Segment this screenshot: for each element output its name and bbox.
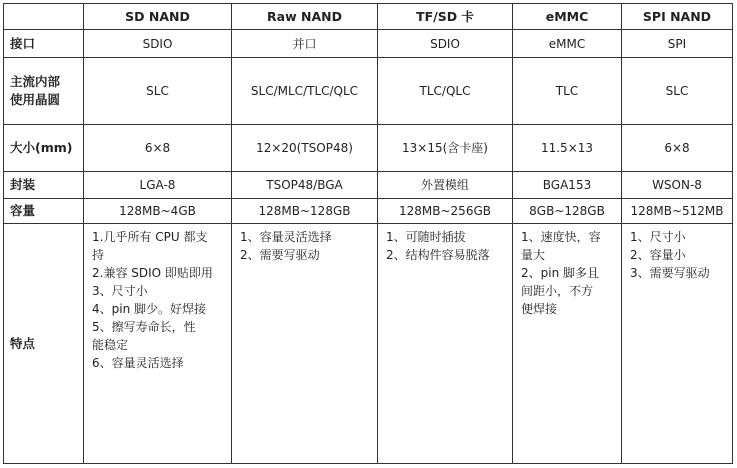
table-cell: SPI <box>622 30 733 58</box>
feature-line: 1、速度快，容 <box>521 230 601 244</box>
feature-line: 6、容量灵活选择 <box>92 356 184 370</box>
feature-line: 2、容量小 <box>630 248 686 262</box>
table-cell: 12×20(TSOP48) <box>232 125 378 172</box>
table-cell: 128MB~256GB <box>378 199 513 224</box>
table-cell: 8GB~128GB <box>513 199 622 224</box>
feature-line: 3、需要写驱动 <box>630 266 710 280</box>
feature-line: 持 <box>92 248 105 262</box>
feature-line: 3、尺寸小 <box>92 284 148 298</box>
row-label-size: 大小(mm) <box>4 125 84 172</box>
features-emmc <box>513 224 622 464</box>
table-cell: 128MB~4GB <box>84 199 232 224</box>
table-cell: 128MB~128GB <box>232 199 378 224</box>
table-cell: SLC <box>622 58 733 125</box>
row-label-package: 封装 <box>4 172 84 199</box>
feature-line: 2.兼容 SDIO 即贴即用 <box>92 266 213 280</box>
row-label-cell-type <box>4 58 84 125</box>
row-capacity <box>4 199 733 224</box>
feature-line: 4、pin 脚少。好焊接 <box>92 302 207 316</box>
features-spi-nand <box>622 224 733 464</box>
table-cell: 11.5×13 <box>513 125 622 172</box>
header-tf-sd-card: TF/SD 卡 <box>378 4 513 30</box>
row-features <box>4 224 733 464</box>
feature-line: 1、容量灵活选择 <box>240 230 332 244</box>
header-corner <box>4 4 84 30</box>
feature-line: 间距小，不方 <box>521 284 594 298</box>
header-emmc: eMMC <box>513 4 622 30</box>
feature-line: 5、擦写寿命长，性 <box>92 320 196 334</box>
row-label-line: 使用晶圆 <box>10 92 61 107</box>
header-row <box>4 4 733 30</box>
header-sd-nand: SD NAND <box>84 4 232 30</box>
table-cell: SLC <box>84 58 232 125</box>
row-package <box>4 172 733 199</box>
table-cell: 13×15(含卡座) <box>378 125 513 172</box>
row-label-features: 特点 <box>4 224 84 464</box>
table-cell: 并口 <box>232 30 378 58</box>
feature-line: 2、需要写驱动 <box>240 248 320 262</box>
feature-line: 量大 <box>521 248 546 262</box>
table-cell: 128MB~512MB <box>622 199 733 224</box>
feature-line: 2、pin 脚多且 <box>521 266 600 280</box>
table-cell: LGA-8 <box>84 172 232 199</box>
features-sd-nand <box>84 224 232 464</box>
table-cell: BGA153 <box>513 172 622 199</box>
feature-line: 2、结构件容易脱落 <box>386 248 490 262</box>
row-cell-type <box>4 58 733 125</box>
table-cell: 外置模组 <box>378 172 513 199</box>
feature-line: 1.几乎所有 CPU 都支 <box>92 230 208 244</box>
feature-line: 便焊接 <box>521 302 558 316</box>
features-raw-nand <box>232 224 378 464</box>
table-cell: TSOP48/BGA <box>232 172 378 199</box>
feature-line: 1、可随时插拔 <box>386 230 466 244</box>
header-raw-nand: Raw NAND <box>232 4 378 30</box>
table-cell: SLC/MLC/TLC/QLC <box>232 58 378 125</box>
row-interface <box>4 30 733 58</box>
table-cell: eMMC <box>513 30 622 58</box>
row-size <box>4 125 733 172</box>
feature-line: 能稳定 <box>92 338 129 352</box>
features-tf-sd-card <box>378 224 513 464</box>
header-spi-nand: SPI NAND <box>622 4 733 30</box>
table-cell: SDIO <box>84 30 232 58</box>
row-label-line: 主流内部 <box>10 74 61 89</box>
feature-line: 1、尺寸小 <box>630 230 686 244</box>
row-label-interface: 接口 <box>4 30 84 58</box>
table-cell: WSON-8 <box>622 172 733 199</box>
table-cell: 6×8 <box>622 125 733 172</box>
table-cell: SDIO <box>378 30 513 58</box>
nand-comparison-table <box>3 3 733 464</box>
row-label-capacity: 容量 <box>4 199 84 224</box>
table-cell: TLC <box>513 58 622 125</box>
table-cell: TLC/QLC <box>378 58 513 125</box>
table-cell: 6×8 <box>84 125 232 172</box>
